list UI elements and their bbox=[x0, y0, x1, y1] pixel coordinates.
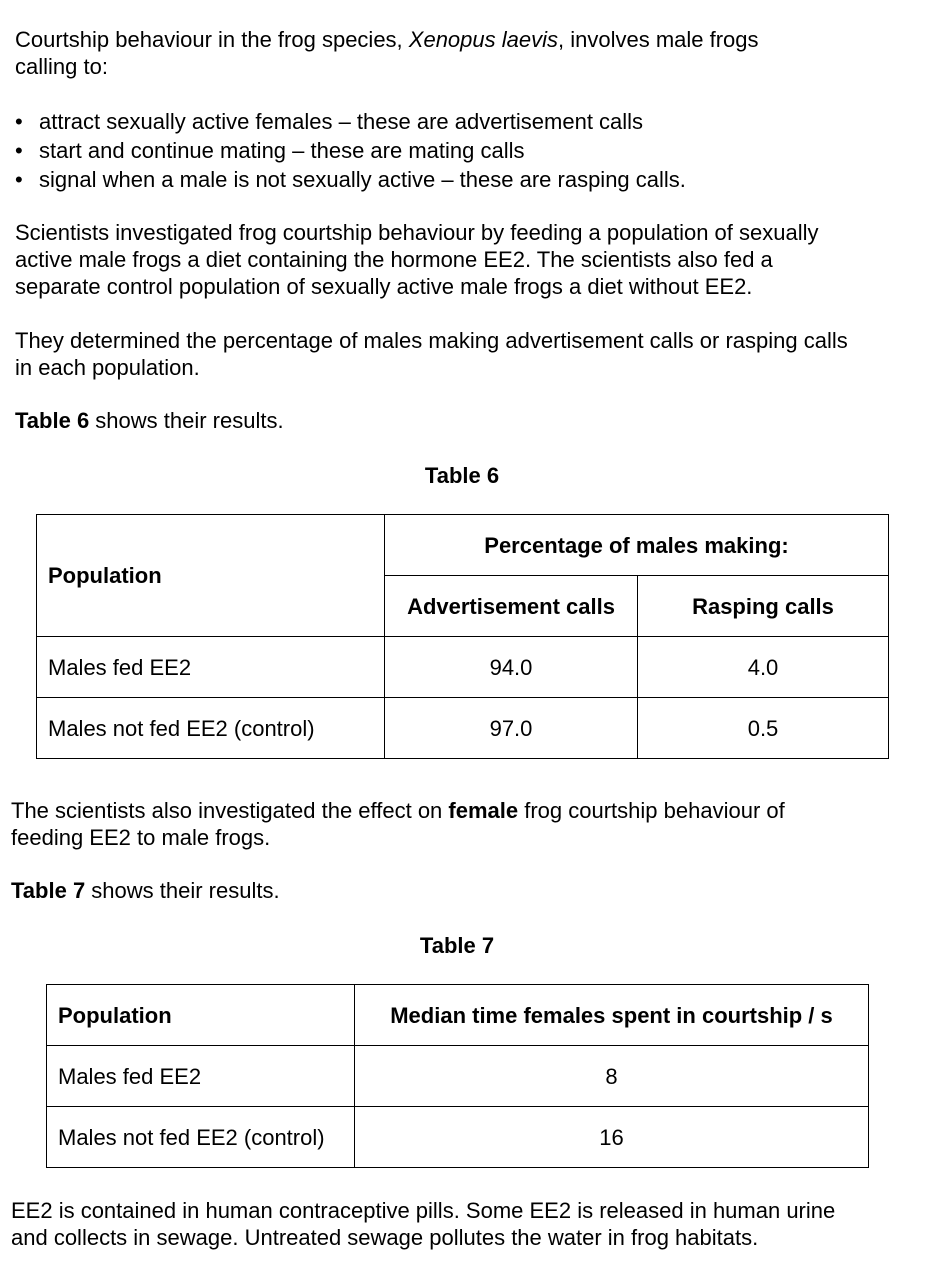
pollution-line: EE2 is contained in human contraceptive pills. Some EE2 is released in human urine bbox=[11, 1198, 836, 1223]
method-paragraph bbox=[15, 219, 819, 300]
population-cell: Males not fed EE2 (control) bbox=[37, 698, 385, 759]
pollution-line: and collects in sewage. Untreated sewage pollutes the water in frog habitats. bbox=[11, 1225, 759, 1250]
percentage-group-header: Percentage of males making: bbox=[385, 515, 889, 576]
advertisement-cell: 97.0 bbox=[385, 698, 638, 759]
species-name: Xenopus laevis bbox=[408, 27, 558, 52]
rasping-cell: 4.0 bbox=[638, 637, 889, 698]
table6 bbox=[36, 514, 889, 759]
table6-ref: Table 6 bbox=[15, 408, 90, 433]
population-cell: Males fed EE2 bbox=[47, 1046, 355, 1107]
bullet-icon: • bbox=[15, 167, 23, 192]
population-header: Population bbox=[37, 515, 385, 637]
female-emphasis: female bbox=[448, 798, 519, 823]
method-line: active male frogs a diet containing the hormone EE2. The scientists also fed a bbox=[15, 247, 773, 272]
rasping-cell: 0.5 bbox=[638, 698, 889, 759]
measurement-paragraph bbox=[15, 327, 848, 381]
female-line2: feeding EE2 to male frogs. bbox=[11, 825, 271, 850]
advertisement-cell: 94.0 bbox=[385, 637, 638, 698]
measurement-line: They determined the percentage of males making advertisement calls or rasping calls bbox=[15, 328, 848, 353]
rasping-calls-header: Rasping calls bbox=[638, 576, 889, 637]
method-line: separate control population of sexually active male frogs a diet without EE2. bbox=[15, 274, 753, 299]
measurement-line: in each population. bbox=[15, 355, 200, 380]
table7 bbox=[46, 984, 869, 1168]
intro-line2: calling to: bbox=[15, 54, 108, 79]
list-item-text: attract sexually active females – these are advertisement calls bbox=[39, 109, 644, 134]
list-item-text: signal when a male is not sexually active – these are rasping calls. bbox=[39, 167, 686, 192]
advertisement-calls-header: Advertisement calls bbox=[385, 576, 638, 637]
intro-paragraph bbox=[15, 26, 759, 80]
table-row bbox=[37, 698, 889, 759]
population-header: Population bbox=[47, 985, 355, 1046]
median-time-header: Median time females spent in courtship / s bbox=[355, 985, 869, 1046]
intro-text-after: , involves male frogs bbox=[558, 27, 759, 52]
table7-caption: Table 7 bbox=[419, 933, 495, 958]
table-header-row bbox=[37, 515, 889, 576]
list-item-text: start and continue mating – these are mating calls bbox=[39, 138, 525, 163]
median-time-cell: 8 bbox=[355, 1046, 869, 1107]
table-row bbox=[47, 1046, 869, 1107]
call-types-list bbox=[15, 108, 686, 195]
table-header-row bbox=[47, 985, 869, 1046]
population-cell: Males fed EE2 bbox=[37, 637, 385, 698]
table-row bbox=[47, 1107, 869, 1168]
pollution-paragraph bbox=[11, 1197, 835, 1251]
female-text-before: The scientists also investigated the effect on bbox=[11, 798, 449, 823]
list-item bbox=[15, 166, 686, 195]
female-text-after: frog courtship behaviour of bbox=[518, 798, 785, 823]
intro-text-before: Courtship behaviour in the frog species, bbox=[15, 27, 409, 52]
list-item bbox=[15, 137, 686, 166]
bullet-icon: • bbox=[15, 109, 23, 134]
bullet-icon: • bbox=[15, 138, 23, 163]
method-line: Scientists investigated frog courtship behaviour by feeding a population of sexually bbox=[15, 220, 819, 245]
table7-intro bbox=[11, 877, 280, 904]
table-row bbox=[37, 637, 889, 698]
population-cell: Males not fed EE2 (control) bbox=[47, 1107, 355, 1168]
table7-intro-text: shows their results. bbox=[85, 878, 280, 903]
table6-intro-text: shows their results. bbox=[89, 408, 284, 433]
list-item bbox=[15, 108, 686, 137]
median-time-cell: 16 bbox=[355, 1107, 869, 1168]
table7-ref: Table 7 bbox=[11, 878, 86, 903]
female-paragraph bbox=[11, 797, 785, 851]
table6-intro bbox=[15, 407, 284, 434]
table6-caption: Table 6 bbox=[424, 463, 500, 488]
